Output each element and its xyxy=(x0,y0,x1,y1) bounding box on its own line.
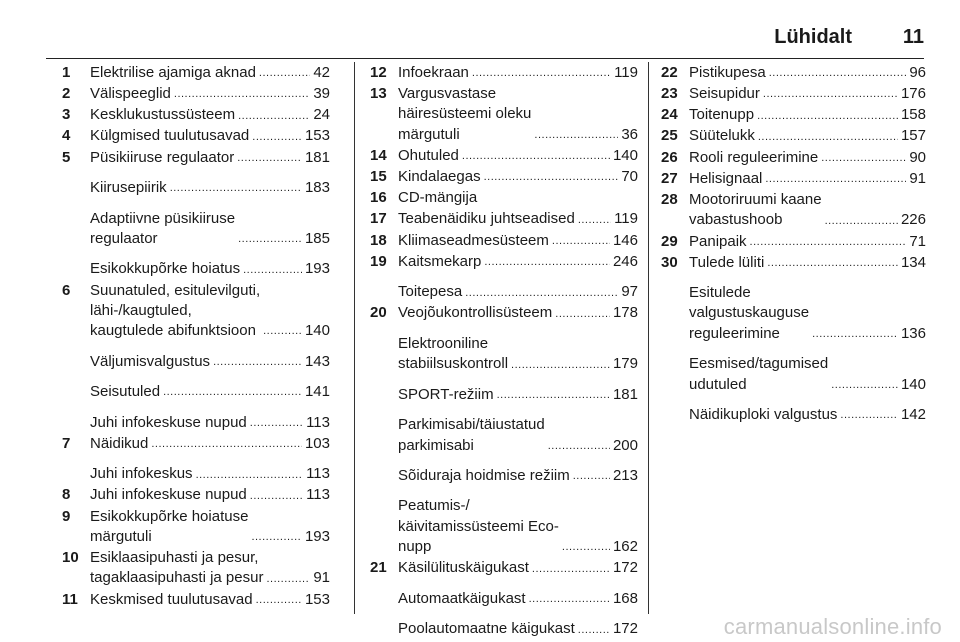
dot-leader xyxy=(532,563,610,575)
item-label: Toitepesa xyxy=(398,283,463,301)
page-reference: 183 xyxy=(304,179,330,197)
page-number: 11 xyxy=(902,26,924,48)
item-label: Kliimaseadmesüsteem xyxy=(398,231,549,249)
item-label: Kesklukustussüsteem xyxy=(90,106,236,124)
page-reference: 146 xyxy=(612,231,638,249)
page-reference: 96 xyxy=(909,63,926,81)
item-label: Toitenupp xyxy=(689,106,755,124)
item-number: 16 xyxy=(370,189,387,207)
index-entry xyxy=(661,126,926,146)
item-label: Elektrilise ajamiga aknad xyxy=(90,63,256,81)
index-entry xyxy=(370,209,638,229)
index-entry xyxy=(62,590,330,610)
item-number: 2 xyxy=(62,85,71,103)
page-reference: 103 xyxy=(304,434,330,452)
item-label: Keskmised tuulutusavad xyxy=(90,590,253,608)
item-number: 10 xyxy=(62,549,79,567)
item-label: Juhi infokeskus xyxy=(90,465,193,483)
page-reference: 143 xyxy=(304,352,330,370)
dot-leader xyxy=(769,67,907,79)
dot-leader xyxy=(578,624,610,636)
page-reference: 153 xyxy=(304,127,330,145)
dot-leader xyxy=(555,308,610,320)
index-entry xyxy=(370,558,638,578)
page-reference: 140 xyxy=(900,375,926,393)
item-label: Külgmised tuulutusavad xyxy=(90,127,250,145)
dot-leader xyxy=(250,490,303,502)
page-reference: 200 xyxy=(612,436,638,454)
index-entry xyxy=(370,84,638,145)
dot-leader xyxy=(174,88,310,100)
item-label: Esitulede valgustuskauguse reguleerimine xyxy=(689,284,810,342)
item-number: 21 xyxy=(370,559,387,577)
index-entry xyxy=(370,167,638,187)
item-label: Väljumisvalgustus xyxy=(90,352,211,370)
dot-leader xyxy=(497,389,610,401)
page-reference: 71 xyxy=(909,232,926,250)
page-reference: 136 xyxy=(900,324,926,342)
index-entry xyxy=(370,282,638,302)
page-reference: 153 xyxy=(304,590,330,608)
page-reference: 39 xyxy=(313,85,330,103)
dot-leader xyxy=(462,150,610,162)
dot-leader xyxy=(767,257,898,269)
page-reference: 193 xyxy=(304,527,330,545)
page-reference: 142 xyxy=(900,406,926,424)
item-number: 19 xyxy=(370,252,387,270)
page-reference: 141 xyxy=(304,383,330,401)
page-reference: 181 xyxy=(304,148,330,166)
index-entry xyxy=(62,464,330,484)
page-reference: 91 xyxy=(909,169,926,187)
item-label: Välispeeglid xyxy=(90,85,171,103)
dot-leader xyxy=(238,110,310,122)
item-number: 18 xyxy=(370,231,387,249)
item-label: Kindalaegas xyxy=(398,168,481,186)
dot-leader xyxy=(163,386,302,398)
dot-leader xyxy=(765,173,906,185)
item-number: 13 xyxy=(370,85,387,103)
item-number: 3 xyxy=(62,106,71,124)
index-entry xyxy=(661,405,926,425)
index-entry xyxy=(62,507,330,548)
page-reference: 70 xyxy=(621,168,638,186)
item-label: Ohutuled xyxy=(398,146,459,164)
item-label: Tulede lüliti xyxy=(689,253,765,271)
dot-leader xyxy=(465,287,618,299)
item-label: Veojõukontrollisüsteem xyxy=(398,304,553,322)
index-entry xyxy=(661,63,926,83)
page-reference: 97 xyxy=(621,283,638,301)
item-label: Näidikuploki valgustus xyxy=(689,406,838,424)
index-entry xyxy=(370,589,638,609)
item-label: Suunatuled, esitulevilguti, lähi-/kaugtuled, kaugtulede abifunktsioon xyxy=(90,281,261,340)
page-reference: 90 xyxy=(909,148,926,166)
item-label: Esikokkupõrke hoiatuse märgutuli xyxy=(90,507,249,545)
index-entry xyxy=(370,231,638,251)
item-number: 12 xyxy=(370,63,387,81)
page-reference: 193 xyxy=(304,260,330,278)
item-number: 29 xyxy=(661,232,678,250)
item-label: Sõiduraja hoidmise režiim xyxy=(398,467,570,484)
index-entry xyxy=(370,415,638,456)
item-label: Juhi infokeskuse nupud xyxy=(90,413,247,431)
index-entry xyxy=(661,232,926,252)
dot-leader xyxy=(812,328,898,340)
item-number: 6 xyxy=(62,281,71,299)
item-number: 15 xyxy=(370,168,387,186)
page-reference: 213 xyxy=(612,467,638,484)
item-label: Seisupidur xyxy=(689,85,760,103)
item-label: Näidikud xyxy=(90,434,149,452)
item-label: Helisignaal xyxy=(689,169,763,187)
dot-leader xyxy=(548,440,610,452)
index-entry xyxy=(661,283,926,344)
index-column-3 xyxy=(661,62,926,614)
page-reference: 178 xyxy=(612,304,638,322)
index-entry xyxy=(62,105,330,125)
index-entry xyxy=(661,148,926,168)
dot-leader xyxy=(252,131,302,143)
page-reference: 113 xyxy=(306,486,330,504)
index-entry xyxy=(661,253,926,273)
page-reference: 140 xyxy=(612,146,638,164)
item-number: 25 xyxy=(661,127,678,145)
dot-leader xyxy=(763,88,898,100)
index-entry xyxy=(661,84,926,104)
item-label: Eesmised/tagumised udutuled xyxy=(689,355,829,393)
index-entry xyxy=(62,84,330,104)
watermark: carmanualsonline.info xyxy=(723,614,942,639)
page-reference: 172 xyxy=(612,620,638,638)
item-label: Püsikiiruse regulaator xyxy=(90,148,235,166)
page-reference: 42 xyxy=(313,63,330,81)
item-label: Esikokkupõrke hoiatus xyxy=(90,260,241,278)
item-number: 24 xyxy=(661,106,678,124)
item-label: Mootoriruumi kaane vabastushoob xyxy=(689,191,822,229)
page-reference: 36 xyxy=(621,125,638,143)
index-entry xyxy=(370,334,638,375)
index-entry xyxy=(62,148,330,168)
index-entry xyxy=(370,466,638,486)
item-label: Rooli reguleerimine xyxy=(689,148,819,166)
item-label: Juhi infokeskuse nupud xyxy=(90,486,247,504)
dot-leader xyxy=(757,110,898,122)
column-divider xyxy=(354,62,355,614)
page-reference: 176 xyxy=(900,85,926,103)
item-label: Peatumis-/ käivitamissüsteemi Eco- nupp xyxy=(398,497,559,556)
page-reference: 246 xyxy=(612,252,638,270)
page-reference: 119 xyxy=(614,63,638,81)
index-entry xyxy=(62,178,330,198)
index-entry xyxy=(370,496,638,557)
dot-leader xyxy=(250,417,303,429)
index-entry xyxy=(661,354,926,395)
page-reference: 181 xyxy=(612,385,638,403)
item-label: Elektrooniline stabiilsuskontroll xyxy=(398,334,509,373)
index-entry xyxy=(62,413,330,433)
page-reference: 113 xyxy=(306,465,330,483)
item-label: Adaptiivne püsikiiruse regulaator xyxy=(90,209,236,247)
dot-leader xyxy=(840,409,898,421)
item-number: 22 xyxy=(661,63,678,81)
dot-leader xyxy=(243,264,302,276)
item-number: 30 xyxy=(661,253,678,271)
page-reference: 172 xyxy=(612,559,638,577)
item-number: 26 xyxy=(661,148,678,166)
item-number: 28 xyxy=(661,191,678,209)
dot-leader xyxy=(578,214,611,226)
item-label: Parkimisabi/täiustatud parkimisabi xyxy=(398,416,545,454)
page-reference: 226 xyxy=(900,211,926,229)
dot-leader xyxy=(511,359,610,371)
dot-leader xyxy=(151,438,302,450)
dot-leader xyxy=(472,67,611,79)
header-title: Lühidalt xyxy=(774,26,852,48)
dot-leader xyxy=(170,182,302,194)
index-entry xyxy=(370,385,638,405)
dot-leader xyxy=(825,215,898,227)
index-entry xyxy=(370,146,638,166)
index-entry xyxy=(62,485,330,505)
index-entry xyxy=(62,434,330,454)
item-label: Automaatkäigukast xyxy=(398,589,526,607)
dot-leader xyxy=(238,233,302,245)
item-label: Teabenäidiku juhtseadised xyxy=(398,210,575,228)
item-label: Esiklaasipuhasti ja pesur, tagaklaasipuhasti ja pesur xyxy=(90,549,264,587)
index-entry xyxy=(370,188,638,208)
index-entry xyxy=(370,303,638,323)
item-number: 1 xyxy=(62,63,71,81)
item-number: 7 xyxy=(62,434,71,452)
index-entry xyxy=(62,352,330,372)
index-entry xyxy=(62,259,330,279)
index-entry xyxy=(62,209,330,250)
dot-leader xyxy=(237,152,302,164)
item-number: 9 xyxy=(62,507,71,525)
item-number: 27 xyxy=(661,169,678,187)
item-number: 17 xyxy=(370,210,387,228)
item-label: Pistikupesa xyxy=(689,63,766,81)
index-entry xyxy=(62,63,330,83)
page-reference: 113 xyxy=(306,413,330,431)
index-entry xyxy=(370,252,638,272)
index-entry xyxy=(370,63,638,83)
dot-leader xyxy=(484,256,610,268)
page-reference: 158 xyxy=(900,106,926,124)
item-label: Infoekraan xyxy=(398,63,469,81)
dot-leader xyxy=(529,593,610,605)
page-reference: 157 xyxy=(900,127,926,145)
item-label: Poolautomaatne käigukast xyxy=(398,620,575,638)
item-label: Vargusvastase häiresüsteemi oleku märgutuli xyxy=(398,85,532,143)
dot-leader xyxy=(750,236,907,248)
index-entry xyxy=(62,281,330,342)
index-column-1 xyxy=(62,62,330,614)
dot-leader xyxy=(263,325,302,337)
item-label: Panipaik xyxy=(689,232,747,250)
item-number: 11 xyxy=(62,590,78,608)
dot-leader xyxy=(758,131,898,143)
item-label: Käsilülituskäigukast xyxy=(398,559,529,577)
dot-leader xyxy=(552,235,610,247)
index-entry xyxy=(661,169,926,189)
page-reference: 134 xyxy=(900,253,926,271)
item-number: 5 xyxy=(62,148,71,166)
dot-leader xyxy=(259,67,310,79)
page-reference: 24 xyxy=(313,106,330,124)
index-entry xyxy=(62,126,330,146)
index-entry xyxy=(62,548,330,589)
item-label: Süütelukk xyxy=(689,127,755,145)
dot-leader xyxy=(266,573,310,585)
dot-leader xyxy=(562,541,610,553)
index-entry xyxy=(661,190,926,231)
dot-leader xyxy=(196,469,304,481)
item-label: Kaitsmekarp xyxy=(398,252,482,270)
dot-leader xyxy=(831,379,898,391)
item-number: 23 xyxy=(661,85,678,103)
item-number: 20 xyxy=(370,304,387,322)
page-reference: 140 xyxy=(304,322,330,340)
page-reference: 185 xyxy=(304,229,330,247)
column-divider xyxy=(648,62,649,614)
page-reference: 119 xyxy=(614,210,638,228)
dot-leader xyxy=(213,356,302,368)
item-number: 4 xyxy=(62,127,71,145)
page-reference: 179 xyxy=(612,355,638,373)
page-reference: 168 xyxy=(612,589,638,607)
dot-leader xyxy=(251,531,302,543)
dot-leader xyxy=(256,594,302,606)
item-label: SPORT-režiim xyxy=(398,385,494,403)
index-entry xyxy=(62,382,330,402)
dot-leader xyxy=(534,129,618,141)
index-entry xyxy=(370,619,638,639)
item-label: CD-mängija xyxy=(398,189,478,207)
index-column-2 xyxy=(370,62,638,638)
item-label: Seisutuled xyxy=(90,383,161,401)
index-entry xyxy=(661,105,926,125)
item-label: Kiirusepiirik xyxy=(90,179,167,197)
dot-leader xyxy=(484,171,619,183)
page-reference: 162 xyxy=(612,538,638,556)
page-header xyxy=(46,24,924,59)
dot-leader xyxy=(573,470,610,482)
dot-leader xyxy=(821,152,906,164)
page-reference: 91 xyxy=(313,569,330,587)
item-number: 8 xyxy=(62,486,71,504)
item-number: 14 xyxy=(370,146,387,164)
